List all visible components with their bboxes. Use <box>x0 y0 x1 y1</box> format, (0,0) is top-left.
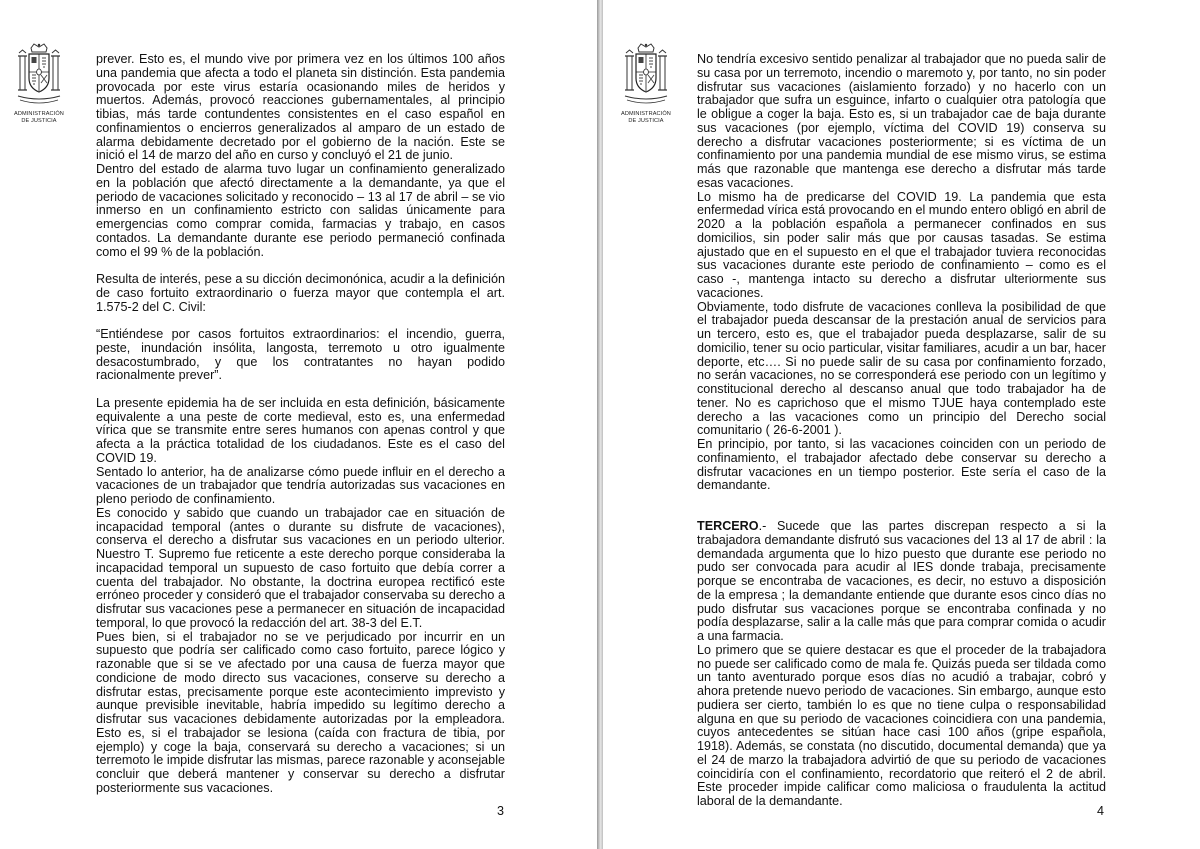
logo-text-line1: ADMINISTRACIÓN <box>621 111 671 117</box>
page-body <box>697 53 1106 809</box>
paragraph: Lo primero que se quiere destacar es que el proceder de la trabajadora no puede ser calificado como de mala fe. Quizás pueda ser tildada como un tanto aventurado porque esos días no acudió a trabajar, cobró y ahora pretende nuevo periodo de vacaciones. Sin embargo, aunque esto pudiera ser cierto, también lo es que no tiene culpa o responsabilidad alguna en que su periodo de vacaciones coincidiera con una pandemia, cuyos antecedentes se sitúan hace casi 100 años (gripe española, 1918). Además, se constata (no discutido, documental demanda) que ya el 24 de marzo la trabajadora advirtió de que su periodo de vacaciones coincidiría con el confinamiento, recordatorio que reiteró el 2 de abril. Este proceder impide calificar como maliciosa o fraudulenta la actitud laboral de la demandante. <box>697 642 1106 808</box>
paragraph: La presente epidemia ha de ser incluida en esta definición, básicamente equivalente a una peste de corte medieval, esto es, una enfermedad vírica que se transmite entre seres humanos con apenas control y que afecta a la práctica totalidad de los ciudadanos. Este es el caso del COVID 19. <box>96 395 505 465</box>
document-page-left <box>0 0 597 849</box>
page-number: 3 <box>497 804 505 818</box>
paragraph: En principio, por tanto, si las vacaciones coinciden con un periodo de confinamiento, el trabajador afectado debe conservar su derecho a disfrutar vacaciones en un tiempo posterior. Este sería el caso de la demandante. <box>697 437 1106 493</box>
paragraph: Lo mismo ha de predicarse del COVID 19. La pandemia que esta enfermedad vírica está provocando en el mundo entero obligó en abril de 2020 a la población española a permanecer confinados en sus domicilios, sin poder salir más que por causas tasadas. Se estima ajustado que en el supuesto en el que el trabajador tuviera reconocidas sus vacaciones durante este periodo de confinamiento – como es el caso -, mantenga intacto su derecho a disfrutar ulteriormente sus vacaciones. <box>697 189 1106 300</box>
paragraph: prever. Esto es, el mundo vive por primera vez en los últimos 100 años una pandemia que afecta a todo el planeta sin distinción. Esta pandemia provocada por este virus estaría ocasionando miles de heridos y muertos. Además, provocó reacciones gubernamentales, al principio tibias, más tarde contundentes consistentes en el caso español en confinamientos o encierros generalizados al amparo de un estado de alarma debidamente decretado por el gobierno de la nación. Este se inició el 14 de marzo del año en curso y concluyó el 21 de junio. <box>96 52 505 163</box>
coat-of-arms-icon <box>613 42 679 108</box>
section-heading: TERCERO <box>697 519 759 533</box>
tercero-paragraph <box>697 520 1106 644</box>
paragraph: Dentro del estado de alarma tuvo lugar un confinamiento generalizado en la población que afectó directamente a la demandante, ya que el periodo de vacaciones solicitado y reconocido – 13 al 17 de abril – se vio inmerso en un confinamiento estricto con salidas únicamente para emergencias como comprar comida, farmacias y trabajo, en casos contados. La demandante durante ese periodo permaneció confinada como el 99 % de la población. <box>96 162 505 259</box>
logo-text-line2: DE JUSTICIA <box>21 118 57 124</box>
page-number: 4 <box>1097 804 1105 818</box>
logo-text-line2: DE JUSTICIA <box>628 118 664 124</box>
paragraph: Pues bien, si el trabajador no se ve perjudicado por incurrir en un supuesto que podría ser calificado como caso fortuito, parece lógico y razonable que si se ve afectado por una causa de fuerza mayor que condicione de modo directo sus vacaciones, conserve su derecho a disfrutar estas, precisamente porque este acontecimiento imprevisto y aunque previsible inevitable, habría impedido su legítimo derecho a disfrutar sus vacaciones debidamente autorizadas por la empleadora. Esto es, si el trabajador se lesiona (caída con fractura de tibia, por ejemplo) y coge la baja, conservará su derecho a vacaciones; si un terremoto le impide disfrutar las mismas, parece razonable y aconsejable concluir que deberá mantener y conservar su derecho a disfrutar posteriormente sus vacaciones. <box>96 629 505 795</box>
legal-quote: “Entiéndese por casos fortuitos extraordinarios: el incendio, guerra, peste, inundación insólita, langosta, terremoto u otro igualmente desacostumbrado, y que los contratantes no hayan podido racionalmente prever”. <box>96 327 505 383</box>
paragraph: Sentado lo anterior, ha de analizarse cómo puede influir en el derecho a vacaciones de un trabajador que tendría autorizadas sus vacaciones en pleno periodo de confinamiento. <box>96 464 505 506</box>
administracion-justicia-logo <box>6 42 72 125</box>
paragraph: Obviamente, todo disfrute de vacaciones conlleva la posibilidad de que el trabajador pueda descansar de la prestación anual de servicios para un tercero, esto es, que el trabajador pueda desplazarse, salir de su domicilio, tener su ocio particular, visitar familiares, acudir a un bar, hacer deporte, etc…. Si no puede salir de su casa por confinamiento forzado, no serán vacaciones, no se corresponderá ese periodo con un legítimo y constitucional derecho al descanso anual que todo trabajador ha de tener. No es caprichoso que el mismo TJUE haya contemplado este derecho a las vacaciones como un principio del Derecho social comunitario ( 26-6-2001 ). <box>697 299 1106 438</box>
paragraph: No tendría excesivo sentido penalizar al trabajador que no pueda salir de su casa por un terremoto, incendio o maremoto y, por tanto, no sin poder disfrutar sus vacaciones (aislamiento forzado) y no hacerlo con un trabajador que sufra un esguince, infarto o cualquier otra patología que le obligue a coger la baja. Esto es, si un trabajador cae de baja durante sus vacaciones (por ejemplo, víctima del COVID 19) conserva su derecho a disfrutar vacaciones posteriormente; si es víctima de un confinamiento por una pandemia mundial de ese mismo virus, se estima más que razonable que mantenga ese derecho a disfrutar más tarde esas vacaciones. <box>697 52 1106 190</box>
paragraph: Es conocido y sabido que cuando un trabajador cae en situación de incapacidad temporal (antes o durante su disfrute de vacaciones), conserva el derecho a disfrutar sus vacaciones en un periodo ulterior. Nuestro T. Supremo fue reticente a este derecho porque consideraba la incapacidad temporal un supuesto de caso fortuito que debía correr a cuenta del trabajador. No obstante, la doctrina europea rectificó este erróneo proceder y consideró que el trabajador conservaba su derecho a disfrutar sus vacaciones pese a permanecer en situación de incapacidad temporal, lo que provocó la redacción del art. 38-3 del E.T. <box>96 505 505 630</box>
coat-of-arms-icon <box>6 42 72 108</box>
administracion-justicia-logo <box>613 42 679 125</box>
page-body <box>96 53 505 796</box>
document-page-right <box>603 0 1200 849</box>
paragraph: Resulta de interés, pese a su dicción decimonónica, acudir a la definición de caso fortuito extraordinario o fuerza mayor que contempla el art. 1.575-2 del C. Civil: <box>96 272 505 314</box>
section-text: .- Sucede que las partes discrepan respecto a si la trabajadora demandante disfrutó sus vacaciones del 13 al 17 de abril : la demandada argumenta que lo hizo puesto que durante ese periodo no pudo ser convocada para acudir al IES donde trabaja, precisamente porque se encontraba de vacaciones, es decir, no estuvo a disposición de la empresa ; la demandante entiende que durante esos cinco días no pudo disfrutar sus vacaciones porque se encontraba confinada y no podía desplazarse, salir a la calle más que para comprar comida o acudir a una farmacia. <box>697 519 1106 643</box>
logo-text-line1: ADMINISTRACIÓN <box>14 111 64 117</box>
